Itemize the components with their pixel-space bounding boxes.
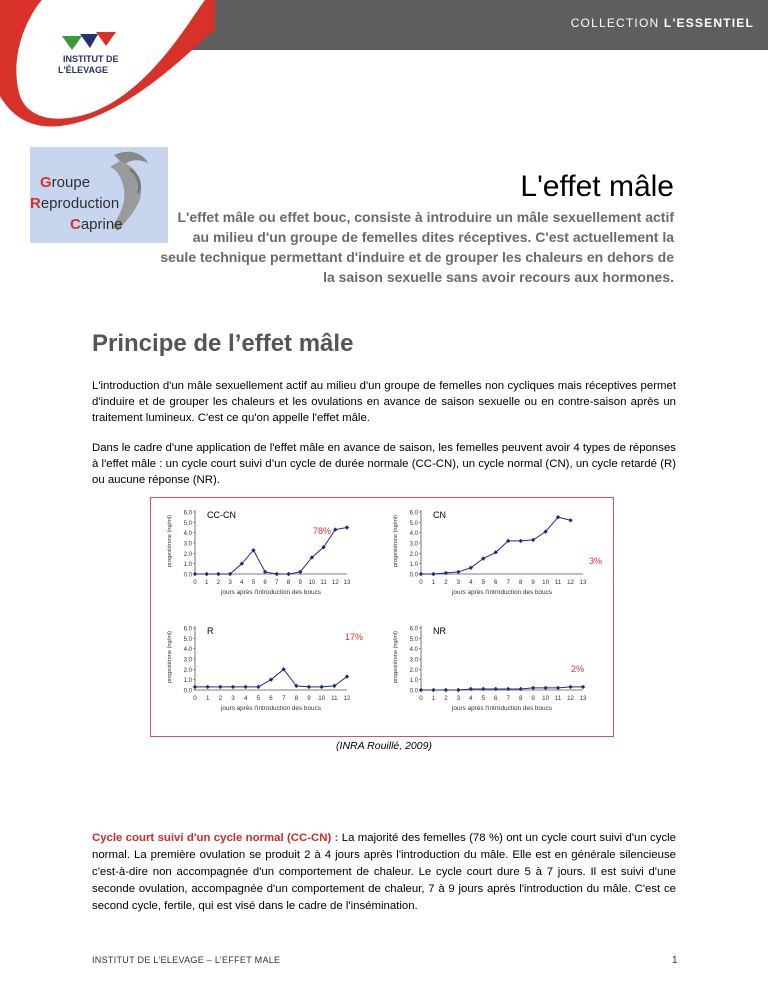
page-number: 1 bbox=[672, 955, 678, 966]
x-tick-label: 10 bbox=[308, 579, 316, 586]
data-point bbox=[231, 685, 235, 689]
y-tick-label: 6.0 bbox=[409, 626, 418, 633]
x-tick-label: 4 bbox=[240, 579, 244, 586]
x-tick-label: 5 bbox=[256, 695, 261, 702]
x-tick-label: 1 bbox=[431, 579, 436, 586]
x-tick-label: 11 bbox=[320, 579, 327, 586]
y-tick-label: 3.0 bbox=[183, 541, 192, 548]
x-tick-label: 1 bbox=[204, 579, 209, 586]
x-tick-label: 9 bbox=[531, 695, 535, 702]
y-axis-label: progestérone (ng/ml) bbox=[393, 631, 399, 683]
institut-logo bbox=[0, 0, 215, 130]
data-point bbox=[419, 688, 423, 692]
y-tick-label: 3.0 bbox=[409, 657, 418, 664]
data-point bbox=[456, 570, 460, 574]
x-tick-label: 7 bbox=[506, 695, 510, 702]
page-title: L'effet mâle bbox=[520, 170, 674, 203]
x-tick-label: 6 bbox=[494, 695, 498, 702]
logo-word-caprine: Caprine bbox=[70, 216, 123, 233]
panel-label: R bbox=[207, 626, 214, 636]
x-tick-label: 0 bbox=[193, 695, 197, 702]
x-tick-label: 12 bbox=[343, 695, 351, 702]
y-tick-label: 2.0 bbox=[183, 551, 192, 558]
data-point bbox=[518, 687, 522, 691]
x-tick-label: 8 bbox=[286, 579, 291, 586]
x-tick-label: 12 bbox=[331, 579, 339, 586]
percent-label: 17% bbox=[345, 632, 364, 642]
y-tick-label: 3.0 bbox=[409, 541, 418, 548]
y-axis-label: progestérone (ng/ml) bbox=[167, 515, 173, 567]
data-point bbox=[216, 572, 220, 576]
paragraph-intro: L'introduction d'un mâle sexuellement actif au milieu d'un groupe de femelles non cycliques mais réceptives permet d'induire et de grouper les chaleurs et les ovulations en avance de saison sexuelle ou en contre-saison après un traitement lumineux. C'est ce qu'on appelle l'effet mâle. bbox=[92, 380, 676, 424]
logo-word-reproduction: Reproduction bbox=[30, 195, 120, 212]
collection-label: COLLECTION L'ESSENTIEL bbox=[570, 16, 754, 30]
panel-label: NR bbox=[433, 626, 446, 636]
y-tick-label: 1.0 bbox=[183, 678, 192, 685]
x-tick-label: 3 bbox=[456, 695, 461, 702]
x-tick-label: 4 bbox=[469, 695, 473, 702]
y-tick-label: 6.0 bbox=[409, 510, 418, 517]
y-tick-label: 4.0 bbox=[183, 647, 192, 654]
y-tick-label: 0.0 bbox=[183, 572, 192, 579]
groupe-reproduction-caprine-logo bbox=[30, 145, 168, 245]
x-tick-label: 2 bbox=[444, 579, 448, 586]
x-axis-label: jours après l'introduction des boucs bbox=[452, 589, 552, 596]
data-point bbox=[319, 685, 323, 689]
y-tick-label: 6.0 bbox=[183, 510, 192, 517]
y-tick-label: 6.0 bbox=[183, 626, 192, 633]
data-point bbox=[481, 687, 485, 691]
x-tick-label: 6 bbox=[263, 579, 267, 586]
data-point bbox=[275, 572, 279, 576]
x-tick-label: 7 bbox=[275, 579, 279, 586]
paragraph-response-types: Dans le cadre d'une application de l'effet mâle en avance de saison, les femelles peuvent avoir 4 types de réponses à l'effet mâle : un cycle court suivi d’un cycle de durée normale (CC-CN), un cycle normal (CN), un cycle retardé (R) ou aucune réponse (NR). bbox=[92, 442, 676, 486]
data-point bbox=[568, 685, 572, 689]
paragraph-cc-cn bbox=[92, 830, 676, 915]
data-point bbox=[556, 686, 560, 690]
x-tick-label: 3 bbox=[456, 579, 461, 586]
data-point bbox=[531, 686, 535, 690]
data-point bbox=[263, 570, 267, 574]
data-point bbox=[286, 572, 290, 576]
x-tick-label: 3 bbox=[228, 579, 232, 586]
x-tick-label: 12 bbox=[567, 579, 574, 586]
data-point bbox=[256, 685, 260, 689]
x-tick-label: 7 bbox=[506, 579, 510, 586]
percent-label: 78% bbox=[313, 526, 332, 536]
logo-text-line2: L'ÉLEVAGE bbox=[58, 65, 108, 75]
x-tick-label: 0 bbox=[193, 579, 197, 586]
y-axis-label: progestérone (ng/ml) bbox=[167, 631, 173, 683]
paragraph-cc-cn-body: La majorité des femelles (78 %) ont un cycle court suivi d'un cycle normal. La première ovulation se produit 2 à 4 jours après l'introduction du mâle. Elle est en générale silencieuse c'est-à-dire non accompagnée d'un comportement de chaleur. Le cycle court dure 5 à 7 jours. Il est suivi d'une seconde ovulation, accompagnée d'un comportement de chaleur, 7 à 9 jours après l'introduction du mâle. C'est ce second cycle, fertile, qui est visé dans le cadre de l'insémination. bbox=[92, 832, 677, 912]
x-tick-label: 10 bbox=[542, 695, 550, 702]
y-tick-label: 1.0 bbox=[409, 678, 418, 685]
panel-label: CN bbox=[433, 510, 446, 520]
y-tick-label: 5.0 bbox=[409, 520, 418, 527]
data-point bbox=[204, 572, 208, 576]
y-tick-label: 0.0 bbox=[409, 688, 418, 695]
x-tick-label: 13 bbox=[343, 579, 351, 586]
data-point bbox=[419, 572, 423, 576]
x-tick-label: 10 bbox=[542, 579, 550, 586]
data-point bbox=[444, 688, 448, 692]
percent-label: 3% bbox=[589, 556, 603, 566]
data-point bbox=[506, 687, 510, 691]
x-tick-label: 13 bbox=[579, 695, 587, 702]
y-tick-label: 5.0 bbox=[183, 520, 192, 527]
x-tick-label: 7 bbox=[281, 695, 286, 702]
x-tick-label: 5 bbox=[251, 579, 256, 586]
data-point bbox=[431, 572, 435, 576]
data-point bbox=[218, 685, 222, 689]
x-tick-label: 0 bbox=[419, 579, 423, 586]
x-tick-label: 5 bbox=[481, 695, 486, 702]
data-point bbox=[568, 518, 572, 522]
y-tick-label: 2.0 bbox=[409, 667, 418, 674]
section-heading: Principe de l’effet mâle bbox=[92, 330, 354, 357]
x-tick-label: 4 bbox=[243, 695, 248, 702]
y-tick-label: 1.0 bbox=[409, 562, 418, 569]
series-line bbox=[421, 517, 571, 574]
y-tick-label: 2.0 bbox=[409, 551, 418, 558]
percent-label: 2% bbox=[571, 664, 585, 674]
y-tick-label: 0.0 bbox=[183, 688, 192, 695]
x-axis-label: jours après l'introduction des boucs bbox=[452, 705, 552, 712]
x-tick-label: 1 bbox=[205, 695, 210, 702]
x-tick-label: 8 bbox=[518, 579, 523, 586]
x-tick-label: 2 bbox=[216, 579, 221, 586]
x-tick-label: 9 bbox=[307, 695, 311, 702]
y-tick-label: 5.0 bbox=[409, 636, 418, 643]
data-point bbox=[431, 688, 435, 692]
data-point bbox=[543, 686, 547, 690]
intro-summary: L'effet mâle ou effet bouc, consiste à introduire un mâle sexuellement actif au milieu d'un groupe de femelles dites réceptives. C'est actuellement la seule technique permettant d'induire et de grouper les chaleurs en dehors de la saison sexuelle sans avoir recours aux hormones. bbox=[160, 209, 674, 285]
data-point bbox=[444, 571, 448, 575]
x-axis-label: jours après l'introduction des boucs bbox=[221, 589, 321, 596]
x-tick-label: 13 bbox=[579, 579, 587, 586]
y-tick-label: 4.0 bbox=[409, 647, 418, 654]
data-point bbox=[456, 688, 460, 692]
footer-label: INSTITUT DE L’ELEVAGE – L’EFFET MALE bbox=[92, 955, 281, 965]
data-point bbox=[193, 572, 197, 576]
y-tick-label: 4.0 bbox=[409, 531, 418, 538]
x-tick-label: 5 bbox=[481, 579, 486, 586]
y-tick-label: 5.0 bbox=[183, 636, 192, 643]
logo-text-line1: INSTITUT DE bbox=[63, 54, 119, 64]
data-point bbox=[518, 539, 522, 543]
x-tick-label: 6 bbox=[269, 695, 273, 702]
figure-caption: (INRA Rouillé, 2009) bbox=[336, 740, 432, 752]
panel-label: CC-CN bbox=[207, 510, 236, 520]
data-point bbox=[205, 685, 209, 689]
x-tick-label: 11 bbox=[554, 695, 562, 702]
x-tick-label: 2 bbox=[444, 695, 448, 702]
data-point bbox=[581, 685, 585, 689]
x-axis-label: jours après l'introduction des boucs bbox=[221, 705, 321, 712]
progesterone-charts bbox=[151, 498, 613, 736]
data-point bbox=[243, 685, 247, 689]
x-tick-label: 8 bbox=[518, 695, 523, 702]
paragraph-cc-cn-lead: Cycle court suivi d'un cycle normal (CC-CN) : bbox=[92, 832, 339, 844]
x-tick-label: 2 bbox=[218, 695, 223, 702]
x-tick-label: 9 bbox=[531, 579, 535, 586]
x-tick-label: 11 bbox=[331, 695, 338, 702]
x-tick-label: 12 bbox=[567, 695, 574, 702]
logo-word-groupe: Groupe bbox=[40, 174, 91, 191]
x-tick-label: 4 bbox=[469, 579, 473, 586]
x-tick-label: 3 bbox=[231, 695, 235, 702]
x-tick-label: 10 bbox=[318, 695, 326, 702]
x-tick-label: 0 bbox=[419, 695, 423, 702]
y-axis-label: progestérone (ng/ml) bbox=[393, 515, 399, 567]
data-point bbox=[345, 525, 349, 529]
x-tick-label: 9 bbox=[298, 579, 302, 586]
data-point bbox=[494, 687, 498, 691]
y-tick-label: 3.0 bbox=[183, 657, 192, 664]
x-tick-label: 6 bbox=[494, 579, 498, 586]
data-point bbox=[307, 685, 311, 689]
progesterone-figure bbox=[150, 497, 614, 737]
data-point bbox=[469, 687, 473, 691]
y-tick-label: 2.0 bbox=[183, 667, 192, 674]
x-tick-label: 11 bbox=[554, 579, 562, 586]
y-tick-label: 0.0 bbox=[409, 572, 418, 579]
x-tick-label: 8 bbox=[294, 695, 299, 702]
data-point bbox=[193, 685, 197, 689]
x-tick-label: 1 bbox=[431, 695, 436, 702]
y-tick-label: 4.0 bbox=[183, 531, 192, 538]
y-tick-label: 1.0 bbox=[183, 562, 192, 569]
